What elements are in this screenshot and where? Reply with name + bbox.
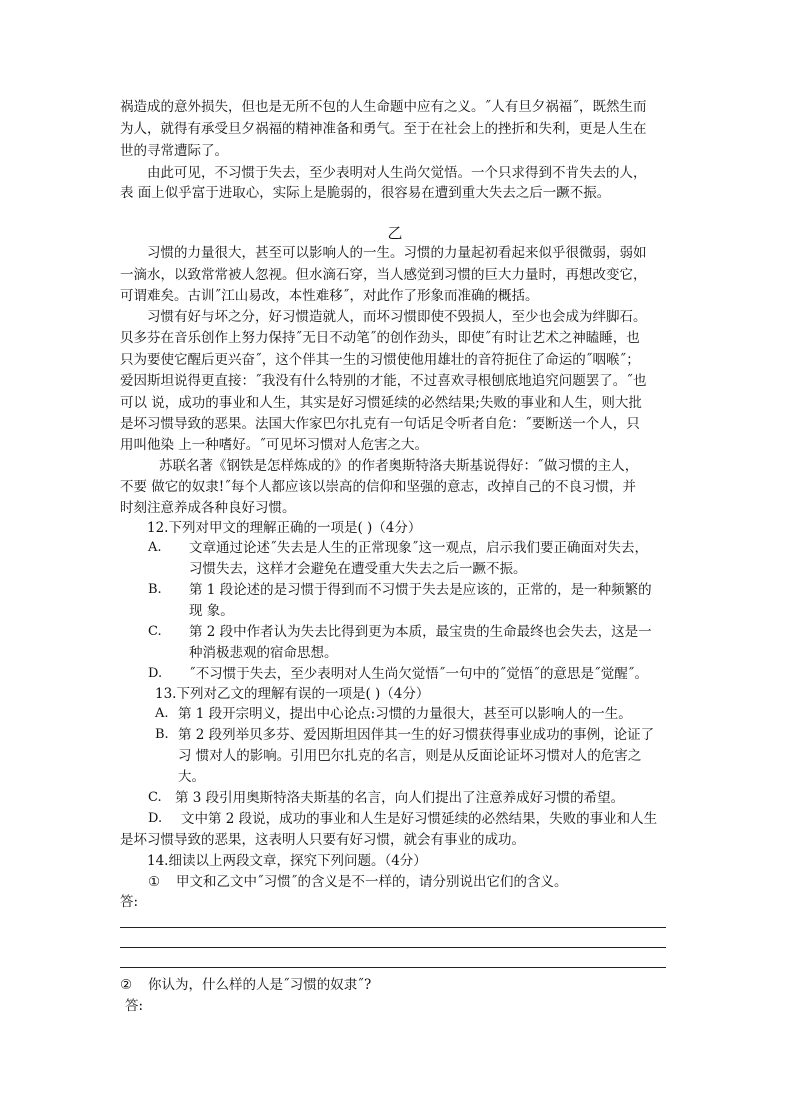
- option-12-c-label: C.: [148, 624, 162, 639]
- sub-question-1-marker: ①: [148, 874, 161, 890]
- passage-b-line: 是坏习惯导致的恶果。法国大作家巴尔扎克有一句话足令听者自危：˝要断送一个人，只: [120, 416, 640, 432]
- option-13-a-label: A.: [155, 706, 169, 721]
- passage-b-line: 一滴水，以致常常被人忽视。但水滴石穿，当人感觉到习惯的巨大力量时，再想改变它，: [120, 267, 647, 283]
- option-13-b-line: 习 惯对人的影响。引用巴尔扎克的名言，则是从反面论证坏习惯对人的危害之: [178, 748, 642, 764]
- answer-label-2: 答:: [125, 998, 144, 1014]
- passage-b-line: 习惯有好与坏之分，好习惯造就人，而坏习惯即使不毁损人，至少也会成为绊脚石。: [147, 309, 647, 325]
- passage-b-line: 可以 说，成功的事业和人生，其实是好习惯延续的必然结果;失败的事业和人生，则大批: [120, 395, 642, 411]
- option-12-a-line: 习惯失去，这样才会避免在遭受重大失去之后一蹶不振。: [189, 561, 527, 577]
- answer-line[interactable]: [120, 947, 666, 948]
- option-13-b-line: 第 2 段列举贝多芬、爱因斯坦因伴其一生的好习惯获得事业成功的事例，论证了: [178, 727, 655, 743]
- option-13-c-line: 第 3 段引用奥斯特洛夫斯基的名言，向人们提出了注意养成好习惯的希望。: [175, 790, 625, 806]
- option-13-d-line: 是坏习惯导致的恶果，这表明人只要有好习惯，就会有事业的成功。: [120, 832, 525, 848]
- answer-line[interactable]: [120, 967, 666, 968]
- option-12-b-line: 现 象。: [189, 603, 234, 619]
- passage-b-line: 只为要使它醒后更兴奋˝，这个伴其一生的习惯使他用雄壮的音符扼住了命运的˝咽喉˝；: [120, 352, 640, 368]
- passage-b-line: 贝多芬在音乐创作上努力保持˝无日不动笔˝的创作劲头，即使˝有时让艺术之神瞌睡，也: [120, 330, 640, 346]
- sub-question-2-text: 你认为，什么样的人是˝习惯的奴隶˝?: [148, 977, 372, 993]
- passage-b-line: 苏联名著《钢铁是怎样炼成的》的作者奥斯特洛夫斯基说得好：˝做习惯的主人，: [159, 458, 639, 474]
- answer-line[interactable]: [120, 927, 666, 928]
- question-12-stem: 12.下列对甲文的理解正确的一项是( )（4分）: [147, 520, 422, 536]
- option-13-b-line: 大。: [178, 769, 205, 785]
- passage-b-line: 不要 做它的奴隶!˝每个人都应该以崇高的信仰和坚强的意志，改掉自己的不良习惯，并: [120, 479, 636, 495]
- option-12-c-line: 第 2 段中作者认为失去比得到更为本质，最宝贵的生命最终也会失去，这是一: [189, 624, 652, 640]
- sub-question-1-text: 甲文和乙文中˝习惯˝的含义是不一样的，请分别说出它们的含义。: [176, 874, 568, 890]
- answer-label-1: 答:: [120, 894, 139, 910]
- option-12-b-label: B.: [148, 582, 162, 597]
- passage-a-line: 为人，就得有承受旦夕祸福的精神准备和勇气。至于在社会上的挫折和失利，更是人生在: [120, 121, 647, 137]
- sub-question-2-marker: ②: [120, 977, 133, 993]
- option-12-a-line: 文章通过论述˝失去是人生的正常现象˝这一观点，启示我们要正确面对失去，: [189, 540, 648, 556]
- option-12-d-label: D.: [148, 666, 163, 681]
- option-12-b-line: 第 1 段论述的是习惯于得到而不习惯于失去是应该的，正常的，是一种频繁的: [189, 582, 652, 598]
- passage-b-line: 习惯的力量很大，甚至可以影响人的一生。习惯的力量起初看起来似乎很微弱，弱如: [147, 245, 647, 261]
- option-12-a-label: A.: [148, 540, 162, 555]
- passage-b-title: 乙: [387, 224, 403, 242]
- passage-b-line: 可谓难矣。古训˝江山易改，本性难移˝，对此作了形象而准确的概括。: [120, 288, 539, 304]
- passage-b-line: 时刻注意养成各种良好习惯。: [120, 500, 296, 516]
- option-13-d-line: 文中第 2 段说，成功的事业和人生是好习惯延续的必然结果，失败的事业和人生: [181, 811, 658, 827]
- passage-b-line: 爱因斯坦说得更直接：˝我没有什么特别的才能，不过喜欢寻根刨底地追究问题罢了。˝也: [120, 373, 647, 389]
- passage-a-line: 由此可见，不习惯于失去，至少表明对人生尚欠觉悟。一个只求得到不肯失去的人，: [147, 165, 647, 181]
- option-13-a-line: 第 1 段开宗明义，提出中心论点:习惯的力量很大，甚至可以影响人的一生。: [178, 706, 632, 722]
- option-13-d-label: D.: [148, 811, 163, 826]
- passage-a-line: 世的寻常遭际了。: [120, 143, 228, 159]
- option-13-c-label: C.: [148, 790, 162, 805]
- passage-a-line: 祸造成的意外损失，但也是无所不包的人生命题中应有之义。˝人有旦夕祸福˝，既然生而: [120, 99, 647, 115]
- question-14-stem: 14.细读以上两段文章，探究下列问题。（4分）: [147, 853, 427, 869]
- option-12-d-line: ˝不习惯于失去，至少表明对人生尚欠觉悟˝一句中的˝觉悟˝的意思是˝觉醒˝。: [189, 666, 648, 682]
- option-13-b-label: B.: [155, 727, 169, 742]
- option-12-c-line: 种消极悲观的宿命思想。: [189, 645, 338, 661]
- passage-b-line: 用叫他染 上一种嗜好。˝可见坏习惯对人危害之大。: [120, 437, 429, 453]
- question-13-stem: 13.下列对乙文的理解有误的一项是( )（4分）: [155, 686, 430, 702]
- passage-a-line: 表 面上似乎富于进取心，实际上是脆弱的，很容易在遭到重大失去之后一蹶不振。: [120, 185, 611, 201]
